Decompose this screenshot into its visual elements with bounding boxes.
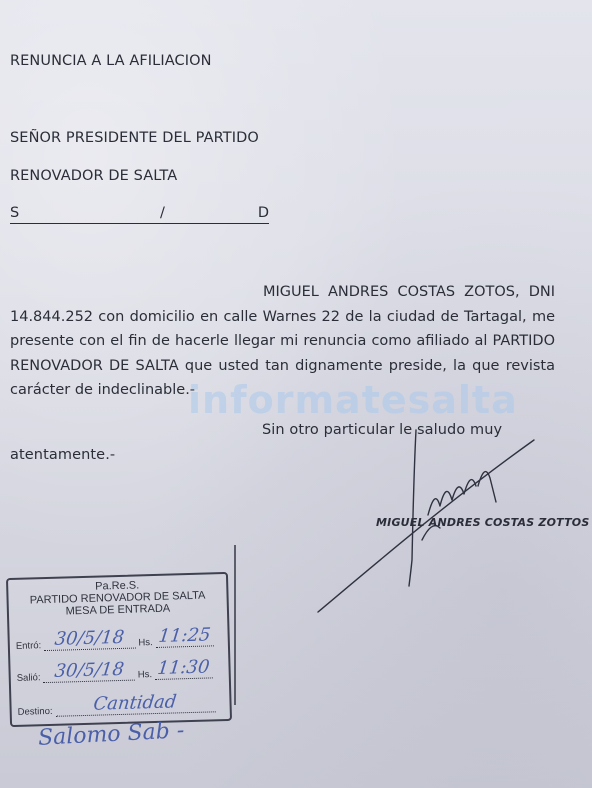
- stamp-entry-date-field: [43, 627, 136, 652]
- body-line: RENOVADOR DE SALTA que usted tan dignamente preside, la que revista: [10, 357, 555, 374]
- stamp-exit-time-field: [154, 656, 213, 680]
- watermark: informatesalta: [188, 378, 518, 422]
- sd-s: S: [10, 205, 20, 221]
- document-title: RENUNCIA A LA AFILIACION: [10, 53, 212, 69]
- stamp-destination-row: [17, 690, 215, 718]
- salutation-sd-line: [10, 205, 269, 224]
- stamp-exit-label: Salió:: [16, 672, 41, 684]
- stamp-org: Pa.Re.S.: [95, 579, 140, 593]
- reception-stamp: [6, 572, 232, 727]
- stamp-destination-extra: Salomo Sab -: [37, 718, 185, 751]
- stamp-party: PARTIDO RENOVADOR DE SALTA: [29, 589, 206, 607]
- regards-line: atentamente.-: [10, 447, 116, 463]
- signatory-printed-name: MIGUEL ANDRES COSTAS ZOTTOS: [376, 516, 590, 529]
- stamp-entry-date: 30/5/18: [53, 626, 126, 650]
- body-line: carácter de indeclinable.-: [10, 382, 196, 398]
- sd-d: D: [257, 205, 269, 221]
- body-line: 14.844.252 con domicilio en calle Warnes 22 de la ciudad de Tartagal, me: [10, 308, 555, 325]
- stamp-destination-field: [55, 690, 216, 716]
- sd-slash: /: [160, 205, 165, 221]
- addressee-line-2: RENOVADOR DE SALTA: [10, 168, 178, 184]
- body-line: MIGUEL ANDRES COSTAS ZOTOS, DNI: [263, 284, 555, 300]
- stamp-exit-row: [16, 656, 212, 683]
- addressee-line-1: SEÑOR PRESIDENTE DEL PARTIDO: [10, 130, 259, 146]
- stamp-exit-date: 30/5/18: [53, 658, 125, 682]
- stamp-entry-time-field: [155, 624, 214, 648]
- stamp-exit-time: 11:30: [156, 656, 211, 679]
- stamp-entry-time: 11:25: [157, 624, 212, 647]
- stamp-entry-row: [15, 624, 213, 652]
- stamp-destination-label: Destino:: [17, 705, 53, 718]
- stamp-exit-date-field: [43, 659, 136, 684]
- closing-line: Sin otro particular le saludo muy: [262, 422, 503, 438]
- stamp-frame-edge: [234, 545, 236, 705]
- stamp-destination-value: Cantidad: [92, 691, 178, 715]
- stamp-entry-label: Entró:: [15, 640, 42, 652]
- body-line: presente con el fin de hacerle llegar mi renuncia como afiliado al PARTIDO: [10, 333, 555, 349]
- stamp-desk: MESA DE ENTRADA: [65, 602, 171, 618]
- stamp-entry-hs-label: Hs.: [138, 637, 153, 649]
- stamp-exit-hs-label: Hs.: [137, 669, 153, 681]
